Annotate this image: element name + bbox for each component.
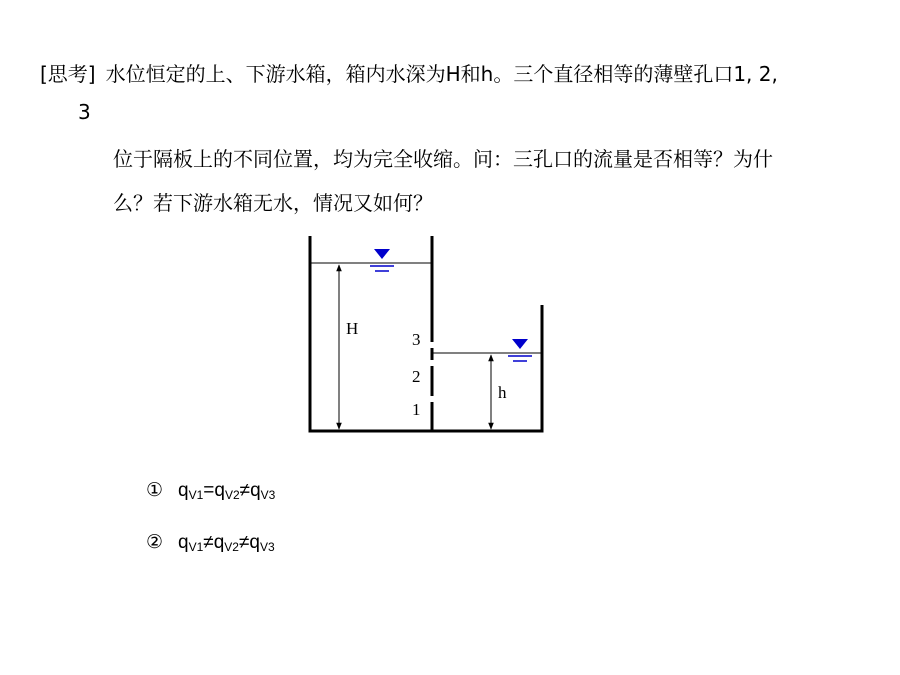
- option-2-number: ②: [146, 531, 164, 553]
- option-2-q3-sub: V3: [259, 540, 275, 554]
- option-1-q3-sub: V3: [260, 488, 276, 502]
- upstream-water-level-symbol: [370, 249, 394, 271]
- option-1-number: ①: [146, 479, 164, 501]
- label-upstream-depth: H: [346, 319, 359, 338]
- question-text-1: 水位恒定的上、下游水箱，箱内水深为H和h。三个直径相等的薄壁孔口1, 2,: [105, 62, 778, 86]
- question-line-1-continued: 3: [78, 100, 91, 124]
- option-2: [146, 530, 275, 559]
- option-1-q2-sub: V2: [224, 488, 240, 502]
- option-2-op2: ≠: [238, 532, 250, 553]
- option-1-q1: q: [178, 480, 189, 501]
- question-line-2: 位于隔板上的不同位置，均为完全收缩。问：三孔口的流量是否相等？为什: [113, 147, 773, 171]
- question-line-3: 么？若下游水箱无水，情况又如何？: [113, 191, 433, 215]
- option-2-q3: q: [249, 532, 260, 553]
- question-tag: [思考]: [40, 62, 96, 86]
- label-downstream-depth: h: [498, 383, 507, 402]
- downstream-water-level-symbol: [508, 339, 532, 361]
- label-orifice-3: 3: [412, 330, 421, 349]
- option-1-op2: ≠: [239, 480, 251, 501]
- option-1-q2: q: [214, 480, 225, 501]
- option-1-op1: =: [203, 480, 215, 501]
- option-1-formula: [178, 480, 275, 501]
- option-1: [146, 478, 275, 507]
- option-2-q1-sub: V1: [188, 540, 204, 554]
- option-1-q1-sub: V1: [188, 488, 204, 502]
- option-2-op1: ≠: [203, 532, 214, 553]
- option-2-q1: q: [178, 532, 189, 553]
- option-2-q2-sub: V2: [224, 540, 239, 554]
- option-2-q2: q: [213, 532, 225, 553]
- option-1-q3: q: [250, 480, 261, 501]
- label-orifice-1: 1: [412, 400, 421, 419]
- option-2-formula: [178, 532, 275, 553]
- label-orifice-2: 2: [412, 367, 421, 386]
